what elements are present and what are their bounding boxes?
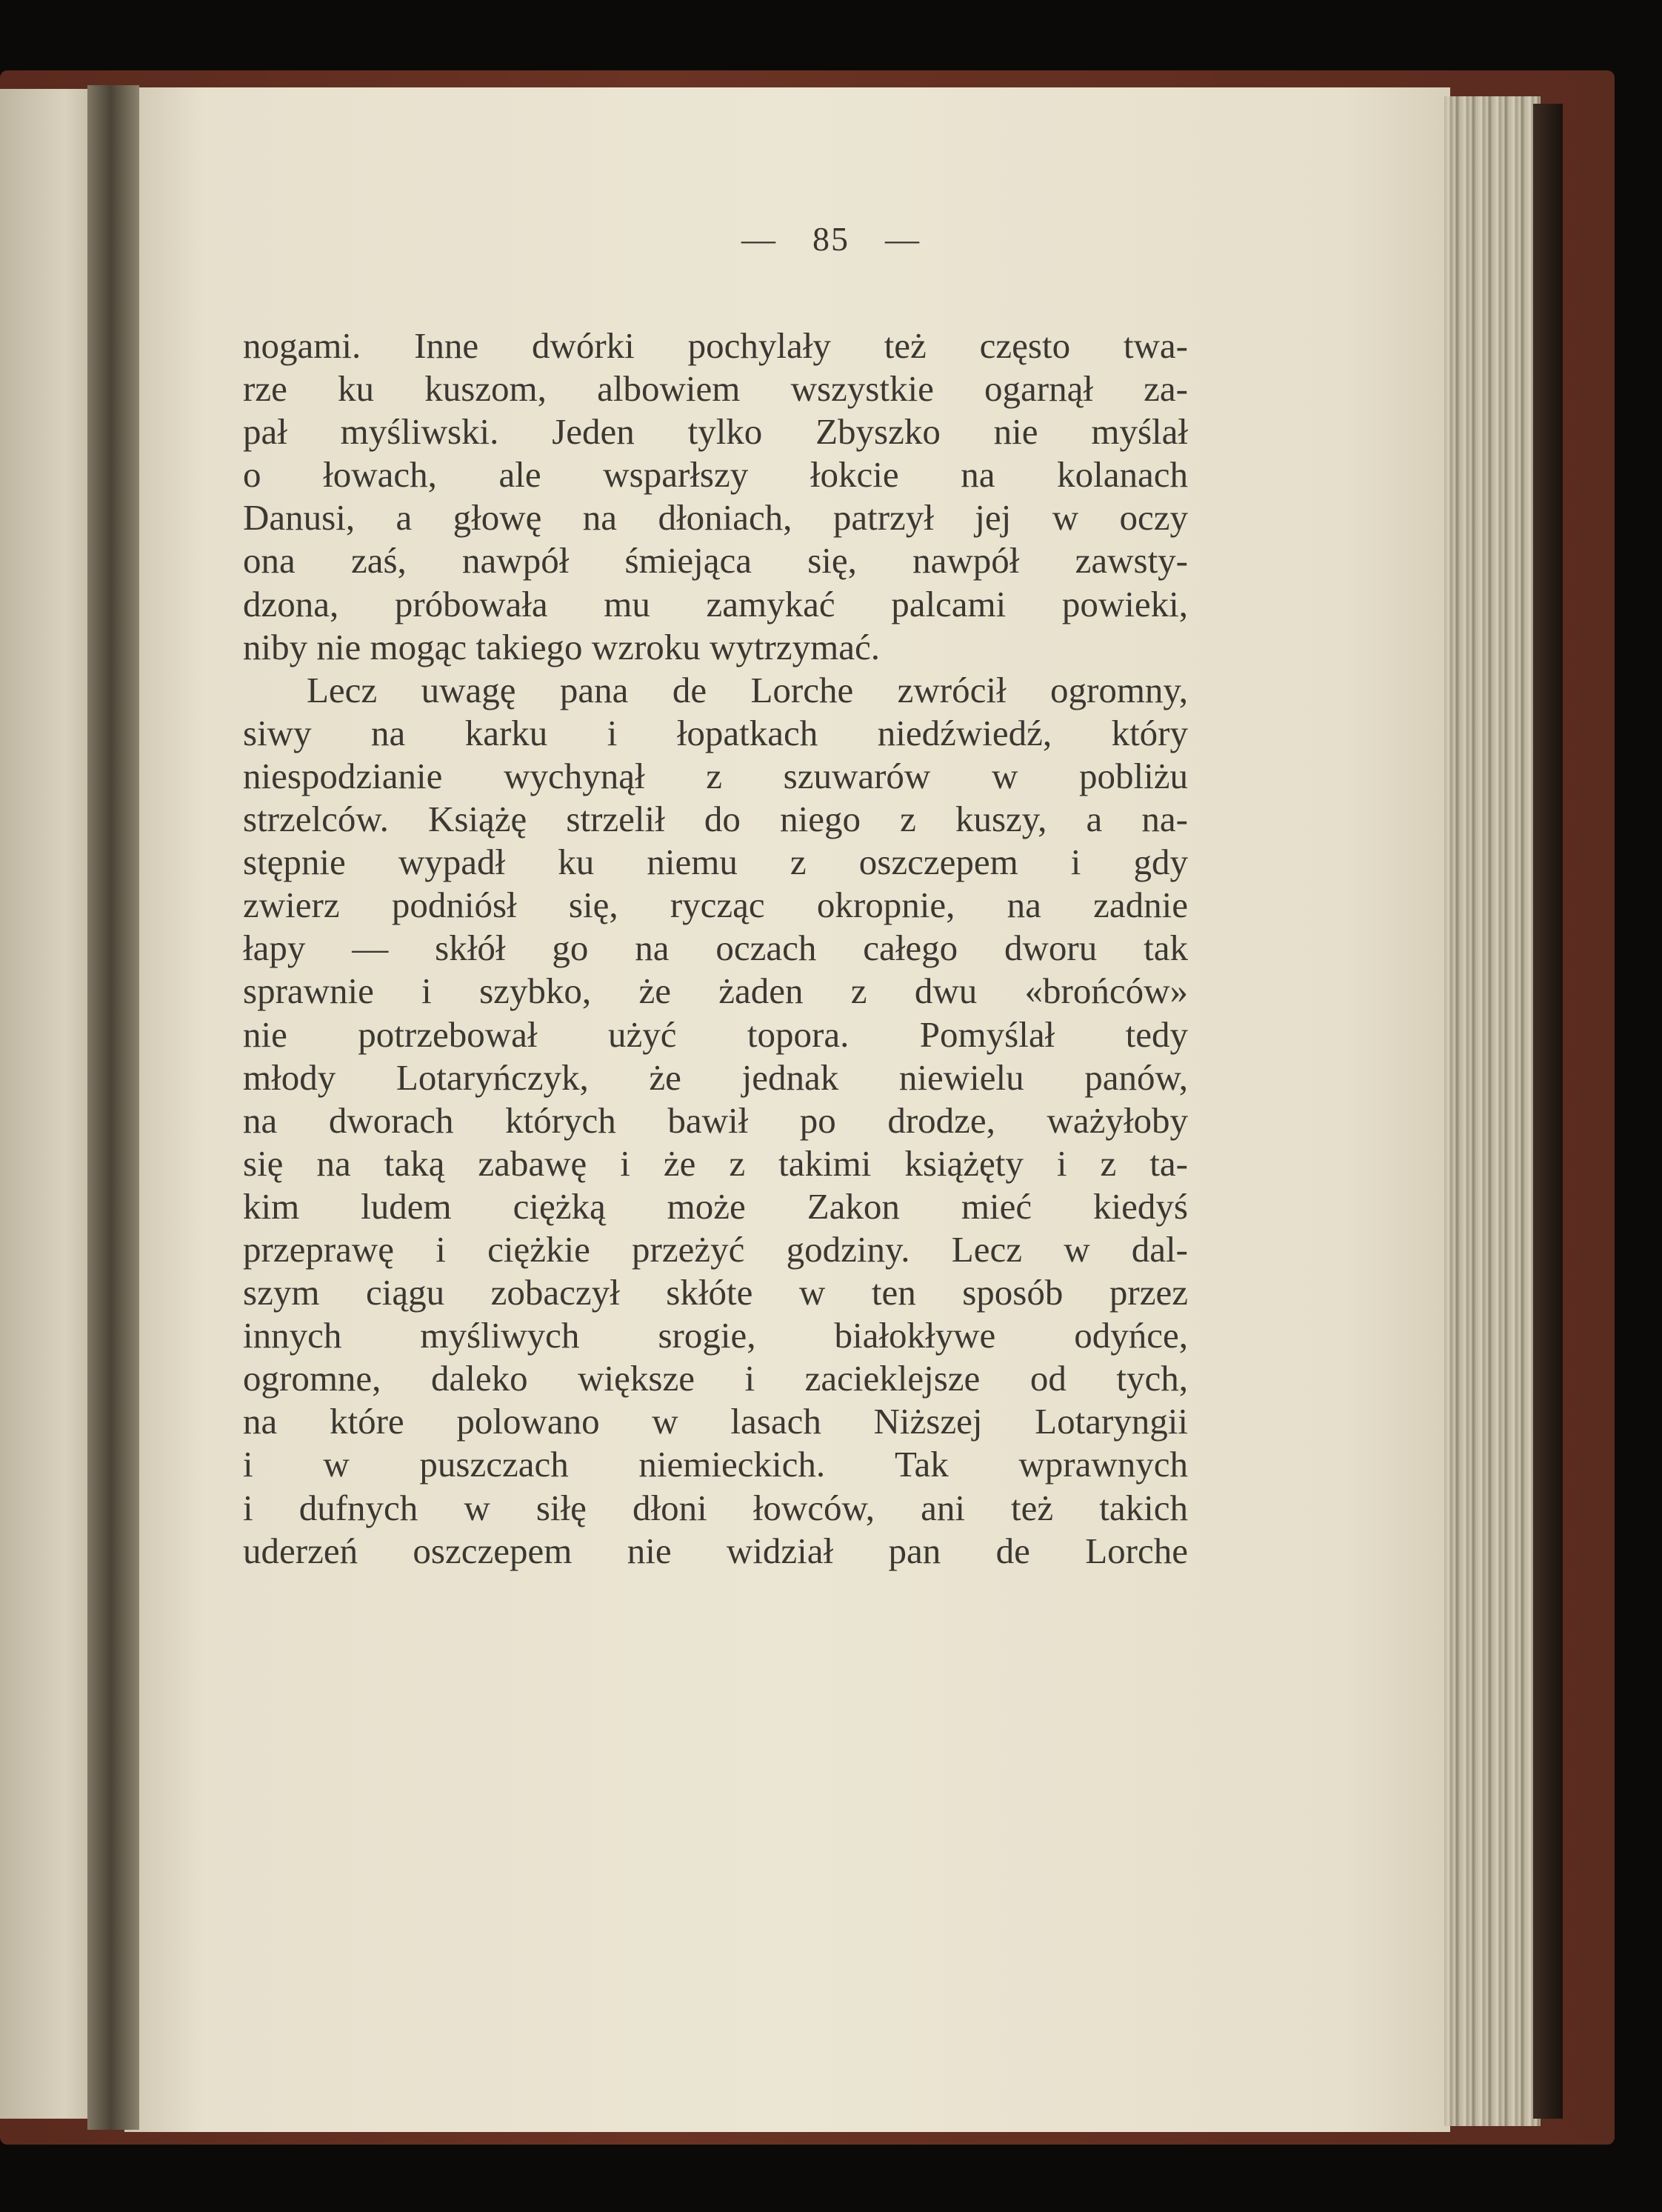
text-line: młody Lotaryńczyk, że jednak niewielu panów, bbox=[243, 1056, 1188, 1098]
text-line: dzona, próbowała mu zamykać palcami powieki, bbox=[243, 583, 1188, 624]
text-line: niby nie mogąc takiego wzroku wytrzymać. bbox=[243, 626, 880, 667]
text-line: się na taką zabawę i że z takimi książęty i z ta- bbox=[243, 1142, 1188, 1184]
page-stack-edges bbox=[1444, 96, 1541, 2126]
text-line: niespodzianie wychynął z szuwarów w pobliżu bbox=[243, 755, 1188, 796]
text-line: siwy na karku i łopatkach niedźwiedź, który bbox=[243, 712, 1188, 753]
page-number bbox=[0, 219, 1662, 259]
page-number-dash-left: — bbox=[741, 220, 777, 258]
text-line: o łowach, ale wsparłszy łokcie na kolanach bbox=[243, 454, 1188, 496]
text-line: kim ludem ciężką może Zakon mieć kiedyś bbox=[243, 1185, 1188, 1227]
page-number-dash-right: — bbox=[885, 220, 921, 258]
page-number-value: 85 bbox=[812, 220, 850, 258]
body-text bbox=[243, 324, 1188, 1573]
text-line: ona zaś, nawpół śmiejąca się, nawpół zawsty- bbox=[243, 540, 1188, 582]
text-line: innych myśliwych srogie, białokływe odyńce, bbox=[243, 1315, 1188, 1356]
text-line: i dufnych w siłę dłoni łowców, ani też takich bbox=[243, 1487, 1188, 1528]
text-line: strzelców. Książę strzelił do niego z kuszy, a na- bbox=[243, 799, 1188, 840]
text-line: nogami. Inne dwórki pochylały też często twa- bbox=[243, 325, 1188, 366]
text-line: na które polowano w lasach Niższej Lotaryngii bbox=[243, 1401, 1188, 1442]
text-line: łapy — skłół go na oczach całego dworu tak bbox=[243, 927, 1188, 969]
text-line: rze ku kuszom, albowiem wszystkie ogarnął za- bbox=[243, 368, 1188, 410]
text-line: stępnie wypadł ku niemu z oszczepem i gdy bbox=[243, 842, 1188, 883]
text-line: na dworach których bawił po drodze, ważyłoby bbox=[243, 1099, 1188, 1141]
text-line: i w puszczach niemieckich. Tak wprawnych bbox=[243, 1444, 1188, 1485]
text-line: Danusi, a głowę na dłoniach, patrzył jej w oczy bbox=[243, 497, 1188, 539]
text-line: Lecz uwagę pana de Lorche zwrócił ogromny, bbox=[307, 669, 1188, 710]
text-line: sprawnie i szybko, że żaden z dwu «brońców» bbox=[243, 970, 1188, 1012]
text-line: przeprawę i ciężkie przeżyć godziny. Lecz w dal- bbox=[243, 1228, 1188, 1270]
text-line: ogromne, daleko większe i zacieklejsze od tych, bbox=[243, 1358, 1188, 1399]
text-line: szym ciągu zobaczył skłóte w ten sposób przez bbox=[243, 1272, 1188, 1313]
text-line: nie potrzebował użyć topora. Pomyślał tedy bbox=[243, 1013, 1188, 1055]
text-line: uderzeń oszczepem nie widział pan de Lorche bbox=[243, 1530, 1188, 1571]
cover-shadow bbox=[1533, 104, 1563, 2119]
text-line: pał myśliwski. Jeden tylko Zbyszko nie myślał bbox=[243, 411, 1188, 453]
text-line: zwierz podniósł się, rycząc okropnie, na zadnie bbox=[243, 885, 1188, 926]
book-gutter bbox=[87, 85, 139, 2130]
